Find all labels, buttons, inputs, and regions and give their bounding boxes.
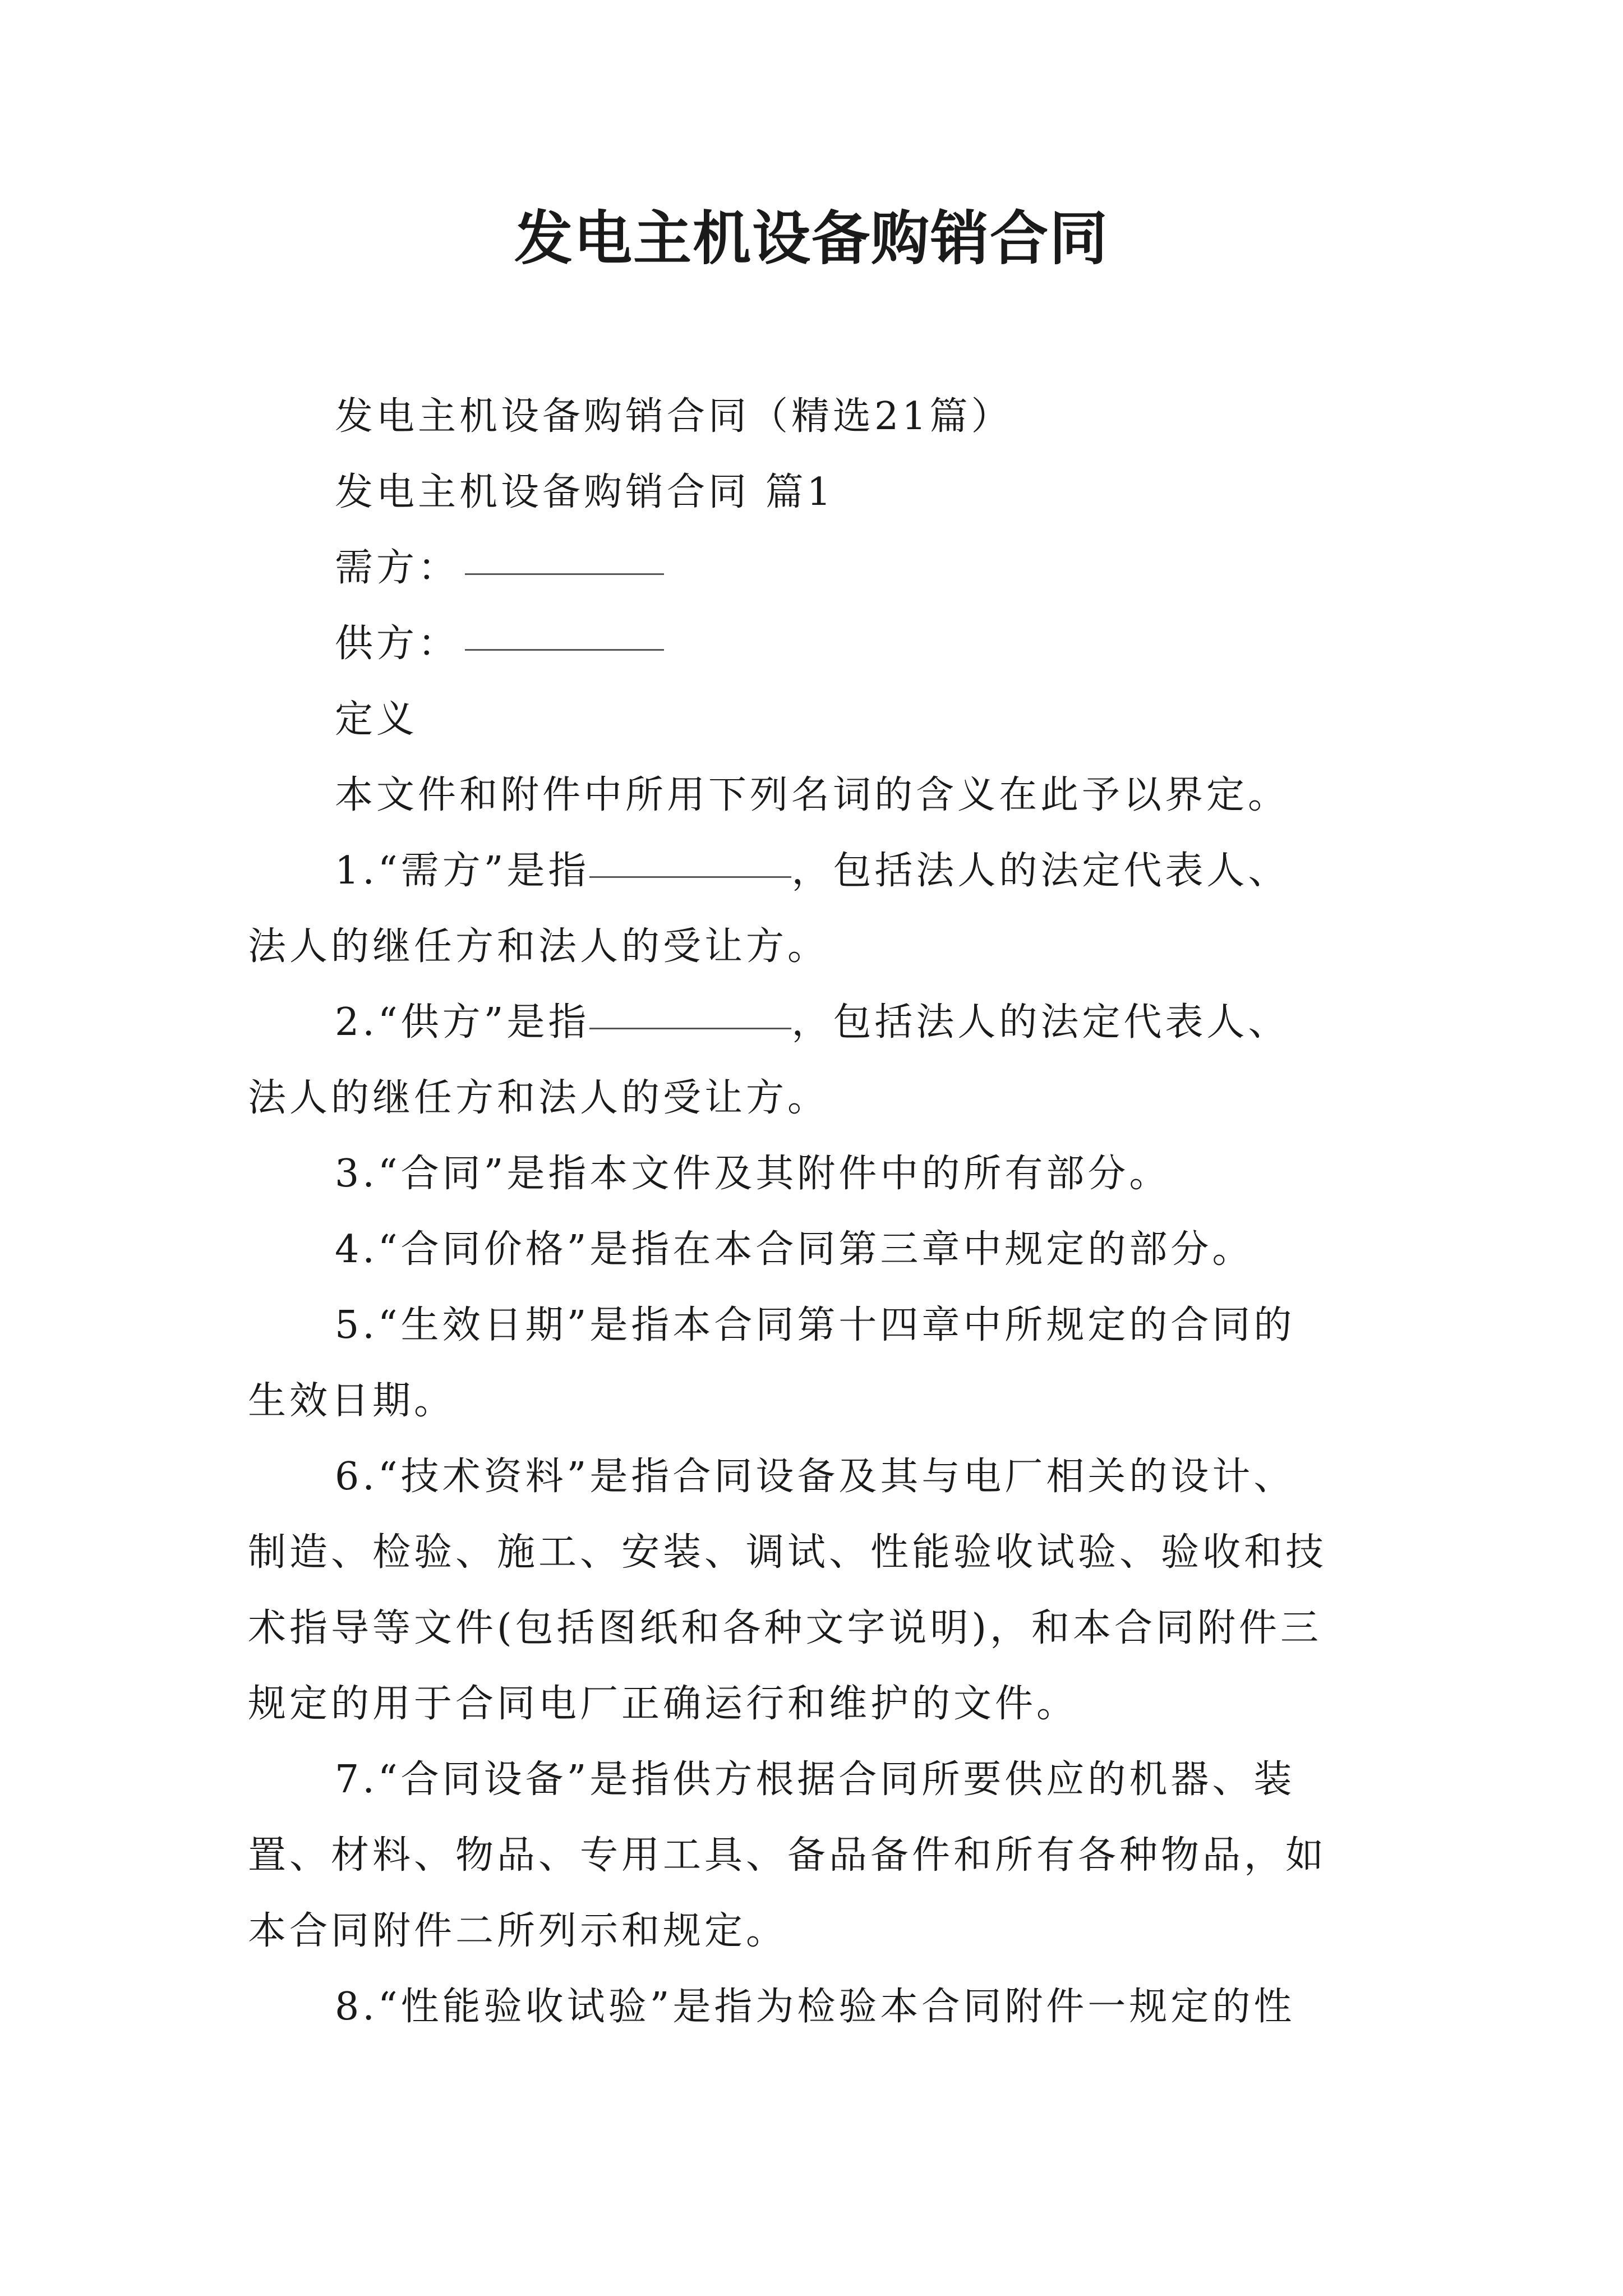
definition-3: 3.“合同”是指本文件及其附件中的所有部分。 (335, 1152, 1171, 1196)
buyer-blank-field (465, 535, 664, 575)
definition-1-prefix: 1.“需方”是指 (335, 849, 590, 893)
seller-label: 供方： (335, 622, 460, 666)
definition-1-line-2: 法人的继任方和法人的受让方。 (248, 924, 829, 969)
definition-6-line-4: 规定的用于合同电厂正确运行和维护的文件。 (248, 1682, 1078, 1726)
definition-2-blank-field (589, 990, 791, 1029)
seller-blank-field (465, 611, 664, 651)
definition-1-line-1 (248, 833, 1375, 909)
definition-6-line-3: 术指导等文件(包括图纸和各种文字说明)，和本合同附件三 (248, 1606, 1322, 1650)
definition-1-blank-field (589, 838, 791, 878)
definition-2-line-1 (248, 984, 1375, 1060)
definition-6-line-1: 6.“技术资料”是指合同设备及其与电厂相关的设计、 (335, 1455, 1295, 1499)
section-heading: 发电主机设备购销合同 篇1 (335, 470, 834, 514)
definition-7-line-2: 置、材料、物品、专用工具、备品备件和所有各种物品，如 (248, 1833, 1327, 1878)
definition-2-prefix: 2.“供方”是指 (335, 1000, 590, 1045)
definition-2-line-2: 法人的继任方和法人的受让方。 (248, 1076, 829, 1120)
definitions-intro: 本文件和附件中所用下列名词的含义在此予以界定。 (335, 773, 1290, 817)
definition-6-line-2: 制造、检验、施工、安装、调试、性能验收试验、验收和技 (248, 1530, 1327, 1575)
definition-7-line-1: 7.“合同设备”是指供方根据合同所要供应的机器、装 (335, 1757, 1295, 1802)
definition-2-suffix: ，包括法人的法定代表人、 (791, 1000, 1290, 1045)
seller-line (248, 606, 1375, 682)
definition-5-line-1: 5.“生效日期”是指本合同第十四章中所规定的合同的 (335, 1303, 1295, 1347)
buyer-line (248, 530, 1375, 606)
definition-5-line-2: 生效日期。 (248, 1379, 456, 1423)
definition-1-suffix: ，包括法人的法定代表人、 (791, 849, 1290, 893)
definition-8-line-1: 8.“性能验收试验”是指为检验本合同附件一规定的性 (335, 1985, 1295, 2029)
document-title: 发电主机设备购销合同 (514, 204, 1109, 273)
definition-7-line-3: 本合同附件二所列示和规定。 (248, 1909, 788, 1953)
definition-4: 4.“合同价格”是指在本合同第三章中规定的部分。 (335, 1227, 1254, 1272)
document-body (248, 379, 1375, 2045)
subtitle-line: 发电主机设备购销合同（精选21篇） (335, 394, 1013, 439)
buyer-label: 需方： (335, 546, 460, 590)
definitions-heading: 定义 (335, 697, 418, 742)
